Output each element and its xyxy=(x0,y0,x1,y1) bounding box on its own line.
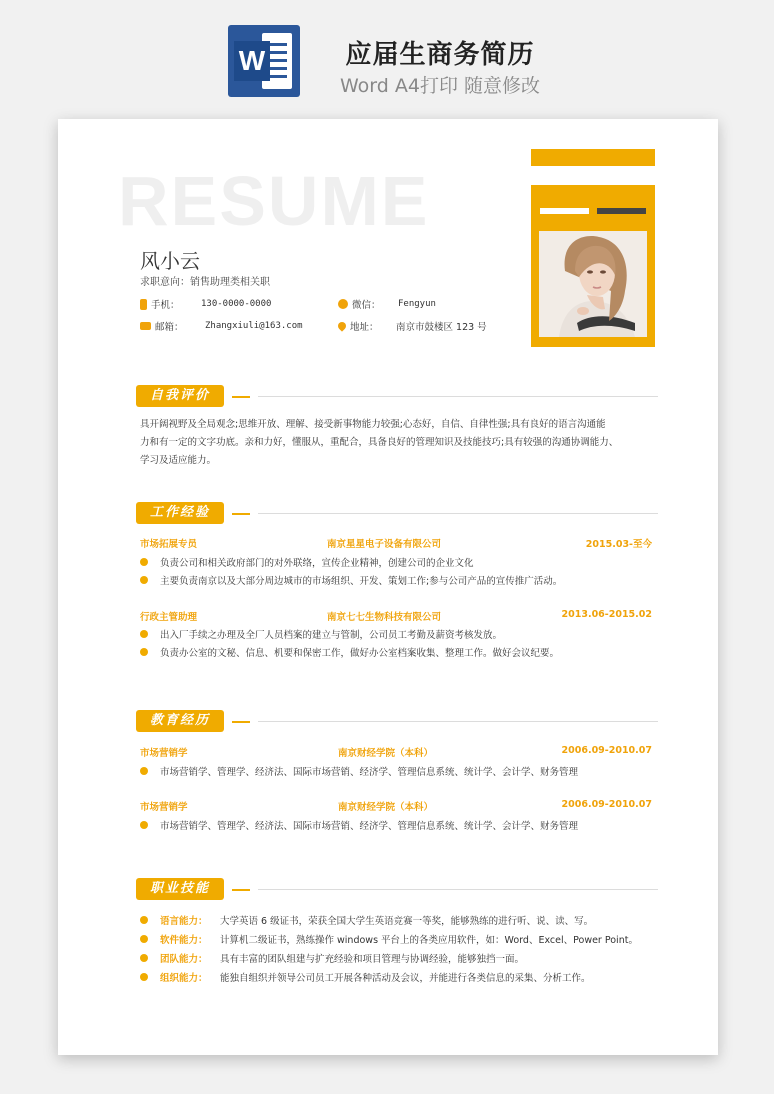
candidate-name: 风小云 xyxy=(140,249,200,273)
location-icon xyxy=(336,320,347,331)
resume-watermark: RESUME xyxy=(118,162,430,240)
bullet-icon xyxy=(140,954,148,962)
contact-phone: 手机： 130-0000-0000 xyxy=(140,297,271,311)
skill-item: 语言能力： 大学英语 6 级证书，荣获全国大学生英语竞赛一等奖，能够熟练的进行听、说、读、写。 xyxy=(140,913,593,927)
self-eval-text: 具开阔视野及全局观念;思维开放、理解、接受新事物能力较强;心态好，自信、自律性强;具有良好的语言沟通能 力和有一定的文字功底。亲和力好，懂服从，重配合，具备良好的管理知识及技能技巧;具有较强的沟通协调能力、 学习及适应能力。 xyxy=(140,419,619,466)
list-item: 负责办公室的文秘、信息、机要和保密工作，做好办公室档案收集、整理工作。做好会议纪要。 xyxy=(140,645,559,659)
resume-sheet: RESUME 风小云 求职意向：销售助理类相关职 手机： 130-0000-0000 邮箱： Zhangxiuli@163.com 微信： Fengyun 地址： 南京市鼓楼区 123 号 自我评价 具开阔视野及全局观念;思维开放、理解、接受新事物能力较强;心态好，自信、自律性强;具有良好的语言沟通能 力和有一定的文字功底。亲和力好，懂服从，重配合，具备良好的管理知识及技能技巧;具有较强的沟通协调能力、 学习及适应能力。 工作经验 市场拓展专员 南京星星电子设备有限公司 2015.03-至今 负责公司和相关政府部门的对外联络，宣传企业精神，创建公司的企业文化 主要负责南京以及大部分周边城市的市场组织、开发、策划工作;参与公司产品的宣传推广活动。 行政主管助理 南京七七生物科技有限公司 2013.06-2015.02 出入厂手续之办理及全厂人员档案的建立与管制，公司员工考勤及薪资考核发放。 负责办公室的文秘、信息、机要和保密工作，做好办公室档案收集、整理工作。做好会议纪要。 教育经历 市场营销学 南京财经学院（本科） 2006.09-2010.07 市场营销学、管理学、经济法、国际市场营销、经济学、管理信息系统、统计学、会计学、财务管理 市场营销学 南京财经学院（本科） 2006.09-2010.07 市场营销学、管理学、经济法、国际市场营销、经济学、管理信息系统、统计学、会计学、财务管理 职业技能 语言能力： 大学英语 6 级证书，荣获全国大学生英语竞赛一等奖，能够熟练的进行听、说、读、写。 软件能力： 计算机二级证书，熟练操作 windows 平台上的各类应用软件，如：Word、Excel、Power Point。 团队能力： 具有丰富的团队组建与扩充经验和项目管理与协调经验，能够独挡一面。 组织能力： 能独自组织并领导公司员工开展各种活动及会议，并能进行各类信息的采集、分析工作。 xyxy=(58,119,718,1055)
skill-item: 软件能力： 计算机二级证书，熟练操作 windows 平台上的各类应用软件，如：Word、Excel、Power Point。 xyxy=(140,932,638,946)
section-self-eval: 自我评价 xyxy=(136,385,224,407)
list-item: 市场营销学、管理学、经济法、国际市场营销、经济学、管理信息系统、统计学、会计学、财务管理 xyxy=(140,818,578,832)
accent-bar xyxy=(531,149,655,166)
contact-email: 邮箱： Zhangxiuli@163.com xyxy=(140,319,303,333)
bullet-icon xyxy=(140,916,148,924)
bullet-icon xyxy=(140,576,148,584)
skill-item: 组织能力： 能独自组织并领导公司员工开展各种活动及会议，并能进行各类信息的采集、分析工作。 xyxy=(140,970,591,984)
job-objective: 求职意向：销售助理类相关职 xyxy=(140,277,270,288)
contact-address: 地址： 南京市鼓楼区 123 号 xyxy=(338,319,487,333)
skill-item: 团队能力： 具有丰富的团队组建与扩充经验和项目管理与协调经验，能够独挡一面。 xyxy=(140,951,524,965)
bullet-icon xyxy=(140,630,148,638)
photo-frame xyxy=(531,185,655,347)
section-education: 教育经历 xyxy=(136,710,224,732)
banner-subtitle: Word A4打印 随意修改 xyxy=(339,75,540,97)
wechat-icon xyxy=(338,299,348,309)
bullet-icon xyxy=(140,558,148,566)
banner xyxy=(0,0,774,112)
bullet-icon xyxy=(140,648,148,656)
bullet-icon xyxy=(140,821,148,829)
phone-icon xyxy=(140,299,147,310)
section-skills: 职业技能 xyxy=(136,878,224,900)
list-item: 负责公司和相关政府部门的对外联络，宣传企业精神，创建公司的企业文化 xyxy=(140,555,474,569)
bullet-icon xyxy=(140,767,148,775)
list-item: 主要负责南京以及大部分周边城市的市场组织、开发、策划工作;参与公司产品的宣传推广活动。 xyxy=(140,573,562,587)
section-work: 工作经验 xyxy=(136,502,224,524)
bullet-icon xyxy=(140,973,148,981)
bullet-icon xyxy=(140,935,148,943)
contact-wechat: 微信： Fengyun xyxy=(338,297,436,311)
mail-icon xyxy=(140,322,151,330)
list-item: 市场营销学、管理学、经济法、国际市场营销、经济学、管理信息系统、统计学、会计学、财务管理 xyxy=(140,764,578,778)
banner-title: 应届生商务简历 xyxy=(345,40,535,70)
profile-photo xyxy=(539,231,647,337)
word-icon: W xyxy=(228,25,300,97)
list-item: 出入厂手续之办理及全厂人员档案的建立与管制，公司员工考勤及薪资考核发放。 xyxy=(140,627,502,641)
